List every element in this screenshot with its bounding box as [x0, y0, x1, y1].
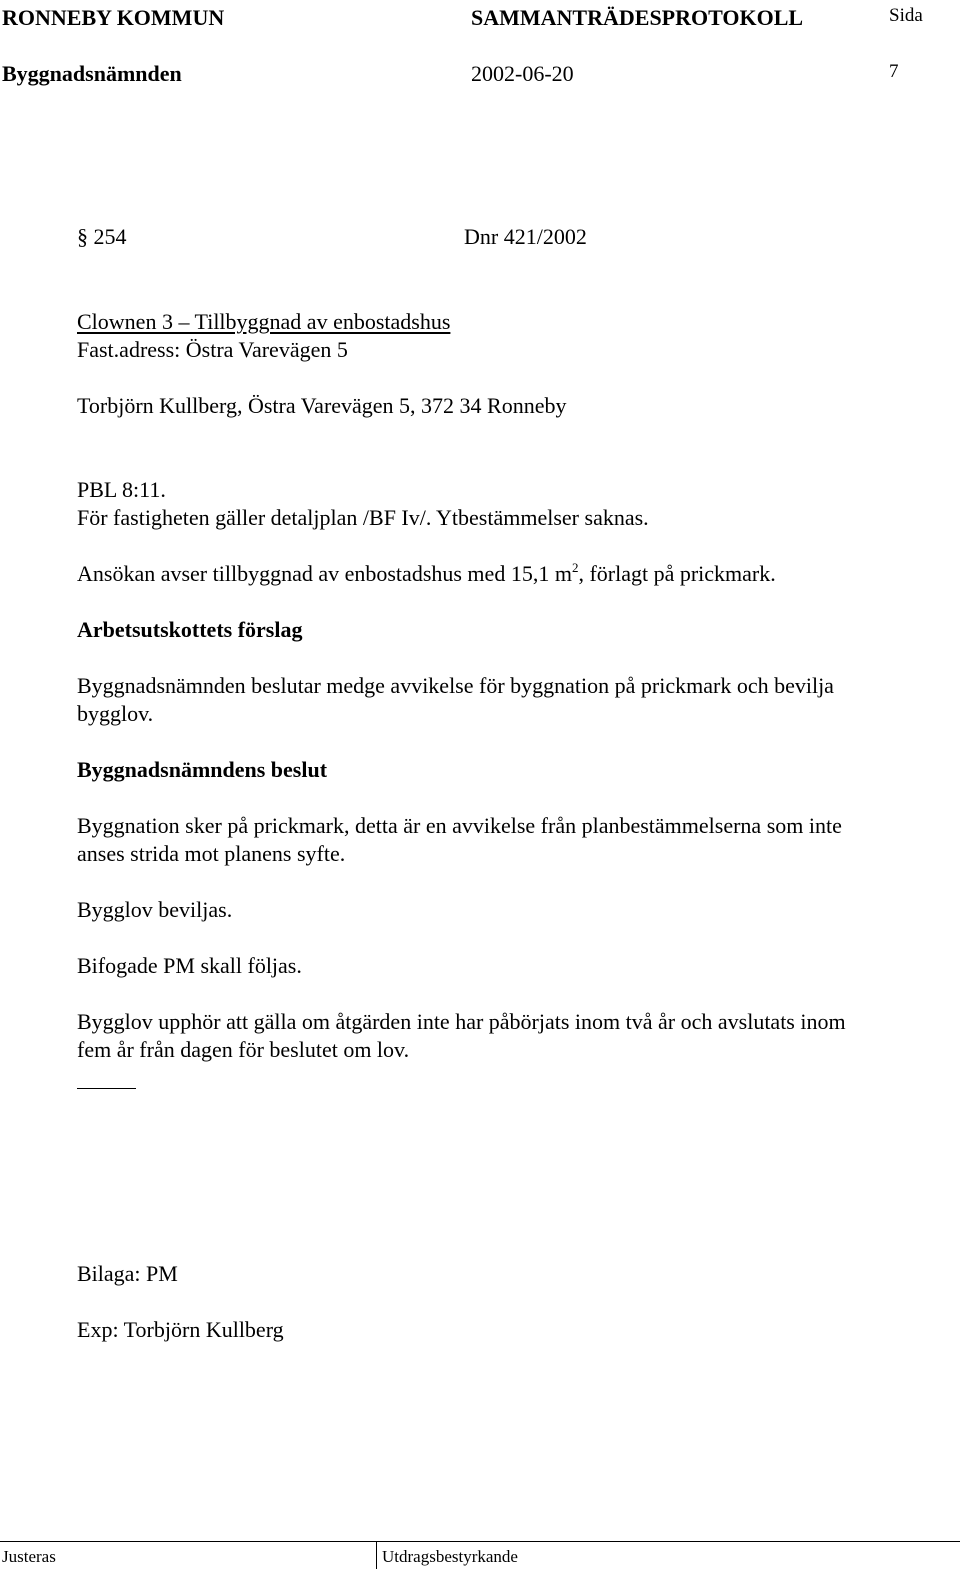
section-line	[77, 226, 127, 248]
decision-heading: Byggnadsnämndens beslut	[77, 757, 328, 782]
page-number: 7	[889, 61, 899, 82]
footer-utdragsbestyrkande: Utdragsbestyrkande	[382, 1547, 518, 1566]
application-text-end: , förlagt på prickmark.	[578, 561, 776, 586]
decision-para4-line-2: fem år från dagen för beslutet om lov.	[77, 1037, 410, 1062]
plan-info: För fastigheten gäller detaljplan /BF Iv/. Ytbestämmelser saknas.	[77, 505, 649, 530]
proposal-text-line-1: Byggnadsnämnden beslutar medge avvikelse för byggnation på prickmark och bevilja	[77, 673, 834, 698]
footer-justeras: Justeras	[2, 1547, 56, 1566]
committee-name: Byggnadsnämnden	[2, 61, 182, 86]
case-title: Clownen 3 – Tillbyggnad av enbostadshus	[77, 309, 451, 334]
proposal-text-line-2: bygglov.	[77, 701, 154, 726]
attachment-line: Bilaga: PM	[77, 1261, 178, 1286]
decision-para3: Bifogade PM skall följas.	[77, 953, 302, 978]
section-symbol: §	[77, 224, 88, 249]
section-number: 254	[93, 224, 127, 249]
footer-rule	[0, 1541, 960, 1542]
dispatch-line: Exp: Torbjörn Kullberg	[77, 1317, 284, 1342]
law-reference: PBL 8:11.	[77, 477, 166, 502]
case-reference: Dnr 421/2002	[464, 224, 587, 249]
property-address: Fast.adress: Östra Varevägen 5	[77, 337, 348, 362]
decision-para2: Bygglov beviljas.	[77, 897, 233, 922]
decision-para1-line-2: anses strida mot planens syfte.	[77, 841, 346, 866]
decision-para1-line-1: Byggnation sker på prickmark, detta är en avvikelse från planbestämmelserna som inte	[77, 813, 842, 838]
proposal-heading: Arbetsutskottets förslag	[77, 617, 303, 642]
page-label: Sida	[889, 5, 923, 26]
section-end-rule	[77, 1088, 136, 1089]
application-text-start: Ansökan avser tillbyggnad av enbostadshus med 15,1 m	[77, 561, 572, 586]
meeting-date: 2002-06-20	[471, 61, 574, 86]
footer-divider	[376, 1541, 377, 1569]
decision-para4-line-1: Bygglov upphör att gälla om åtgärden inte har påbörjats inom två år och avslutats inom	[77, 1009, 846, 1034]
applicant: Torbjörn Kullberg, Östra Varevägen 5, 372 34 Ronneby	[77, 393, 567, 418]
square-superscript: 2	[571, 560, 579, 575]
document-type: SAMMANTRÄDESPROTOKOLL	[471, 5, 804, 30]
organization-name: RONNEBY KOMMUN	[2, 5, 225, 30]
application-description	[77, 560, 776, 586]
